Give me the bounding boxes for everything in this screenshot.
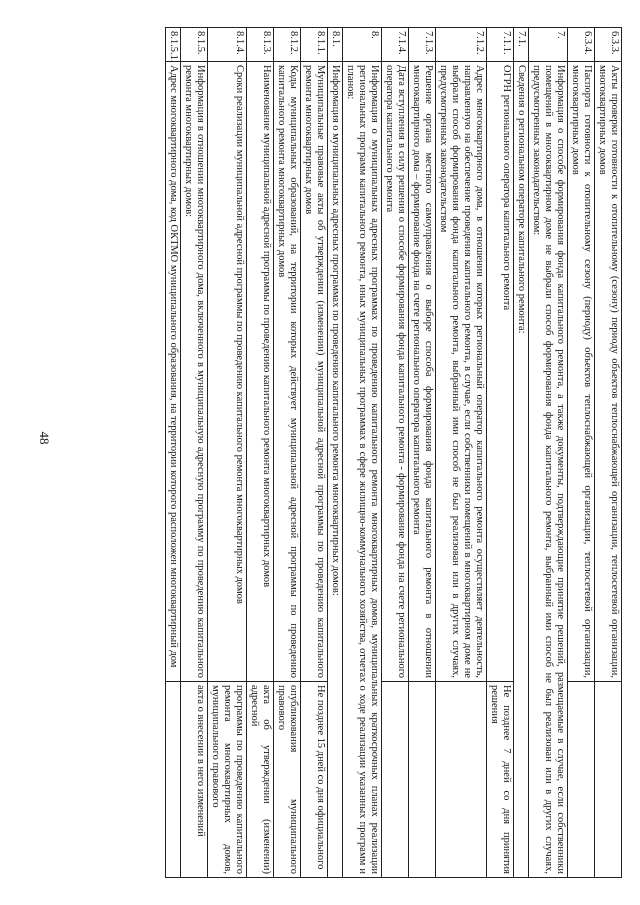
- row-number: 8.1.3.: [247, 28, 274, 62]
- row-text: Сроки реализации муниципальной адресной программы по проведению капитального ремонта многоквартирных домов: [208, 62, 247, 682]
- row-text: Информация о способе формирования фонда капитального ремонта, а также документы, подтверждающие принятие решений, размещаемые в случае, если собственники помещений в многоквартирном доме не выбрали способ формирования фонда капитального ремонта, выбранный ими способ не был реализован или в других случаях, предусмотренных законодательством:: [529, 62, 568, 878]
- table-row: [166, 28, 181, 878]
- row-number: 7.1.1.: [487, 28, 514, 62]
- table-row: [487, 28, 514, 878]
- row-number: 8.1.2.: [274, 28, 301, 62]
- table-row: [181, 28, 208, 878]
- row-term: [409, 682, 436, 878]
- row-number: 7.1.4.: [382, 28, 409, 62]
- row-number: 8.1.5.1.: [166, 28, 181, 62]
- table-row: [409, 28, 436, 878]
- row-text: Адрес многоквартирного дома, в отношении которых региональный оператор капитального ремонта осуществляет деятельность, направленную на обеспечение проведения капитального ремонта, в случае, если собственники помещений в многоквартирном доме не выбрали способ формирования фонда капитального ремонта, выбранный ими способ не был реализован или в других случаях, предусмотренных законодательством: [436, 62, 487, 682]
- table-row: [301, 28, 328, 878]
- row-term: Не позднее 15 дней со дня официального: [301, 682, 328, 878]
- row-term: [568, 682, 595, 878]
- row-text: Наименование муниципальной адресной программы по проведению капитального ремонта многоквартирных домов: [247, 62, 274, 682]
- row-term: опубликования муниципального правового: [274, 682, 301, 878]
- row-term: акта о внесении в него изменений: [181, 682, 208, 878]
- row-term: [166, 682, 181, 878]
- table-row: [247, 28, 274, 878]
- row-number: 7.1.3.: [409, 28, 436, 62]
- row-text: Информация о муниципальных адресных программах по проведению капитального ремонта многоквартирных домов, муниципальных краткосрочных планах реализации региональных программ капитального ремонта, иных муниципальных программах в сфере жилищно-коммунального хозяйства, отчетах о ходе реализации указанных программ и планов:: [343, 62, 382, 878]
- row-text: Паспорта готовности к отопительному сезону (периоду) объектов теплоснабжающей организации, теплосетевой организации, многоквартирных домов: [568, 62, 595, 682]
- table-row: [274, 28, 301, 878]
- table-row: [568, 28, 595, 878]
- row-number: 7.: [529, 28, 568, 62]
- row-text: Адрес многоквартирного дома, код ОКТМО муниципального образования, на территории которого расположен многоквартирный дом: [166, 62, 181, 682]
- row-number: 8.1.4.: [208, 28, 247, 62]
- row-number: 8.1.5.: [181, 28, 208, 62]
- row-number: 8.1.1.: [301, 28, 328, 62]
- row-term: [382, 682, 409, 878]
- page-number: 48: [37, 431, 52, 445]
- row-text: Информация о муниципальных адресных программах по проведению капитального ремонта многоквартирных домов:: [328, 62, 343, 878]
- row-term: Не позднее 7 дней со дня принятия решения: [487, 682, 514, 878]
- table-row: [208, 28, 247, 878]
- requirements-table: [165, 27, 622, 878]
- row-text: ОГРН регионального оператора капитального ремонта: [487, 62, 514, 682]
- table-row: [436, 28, 487, 878]
- row-number: 6.3.4.: [568, 28, 595, 62]
- row-number: 6.3.3.: [595, 28, 622, 62]
- row-number: 8.: [343, 28, 382, 62]
- row-term: [436, 682, 487, 878]
- row-text: Дата вступления в силу решения о способе формирования фонда капитального ремонта - формирование фонда на счете регионального оператора капитального ремонта: [382, 62, 409, 682]
- table-row: [328, 28, 343, 878]
- row-term: [595, 682, 622, 878]
- row-term: акта об утверждении (изменении) адресной: [247, 682, 274, 878]
- row-text: Акты проверки готовности к отопительному (сезону) периоду объектов теплоснабжающей организации, теплосетевой организации, многоквартирных домов: [595, 62, 622, 682]
- rotated-document: [62, 27, 622, 877]
- row-term: программы по проведению капитального ремонта многоквартирных домов, муниципального правового: [208, 682, 247, 878]
- table-row: [514, 28, 529, 878]
- table-row: [343, 28, 382, 878]
- row-text: Коды муниципальных образований, на территории которых действует муниципальной адресной программы по проведению капитального ремонта многоквартирных домов: [274, 62, 301, 682]
- table-row: [382, 28, 409, 878]
- row-text: Муниципальные правовые акты об утверждении (изменении) муниципальной адресной программы по проведению капитального ремонта многоквартирных домов: [301, 62, 328, 682]
- table-row: [595, 28, 622, 878]
- row-number: 7.1.2.: [436, 28, 487, 62]
- row-number: 7.1.: [514, 28, 529, 62]
- row-number: 8.1.: [328, 28, 343, 62]
- row-text: Информация в отношении многоквартирного дома, включенного в муниципальную адресную программу по проведению капитального ремонта многоквартирных домов:: [181, 62, 208, 682]
- table-row: [529, 28, 568, 878]
- row-text: Решение органа местного самоуправления о выборе способа формирования фонда капитального ремонта в отношении многоквартирного дома – формирование фонда на счете регионального оператора капитального ремонта: [409, 62, 436, 682]
- row-text: Сведения о региональном операторе капитального ремонта:: [514, 62, 529, 878]
